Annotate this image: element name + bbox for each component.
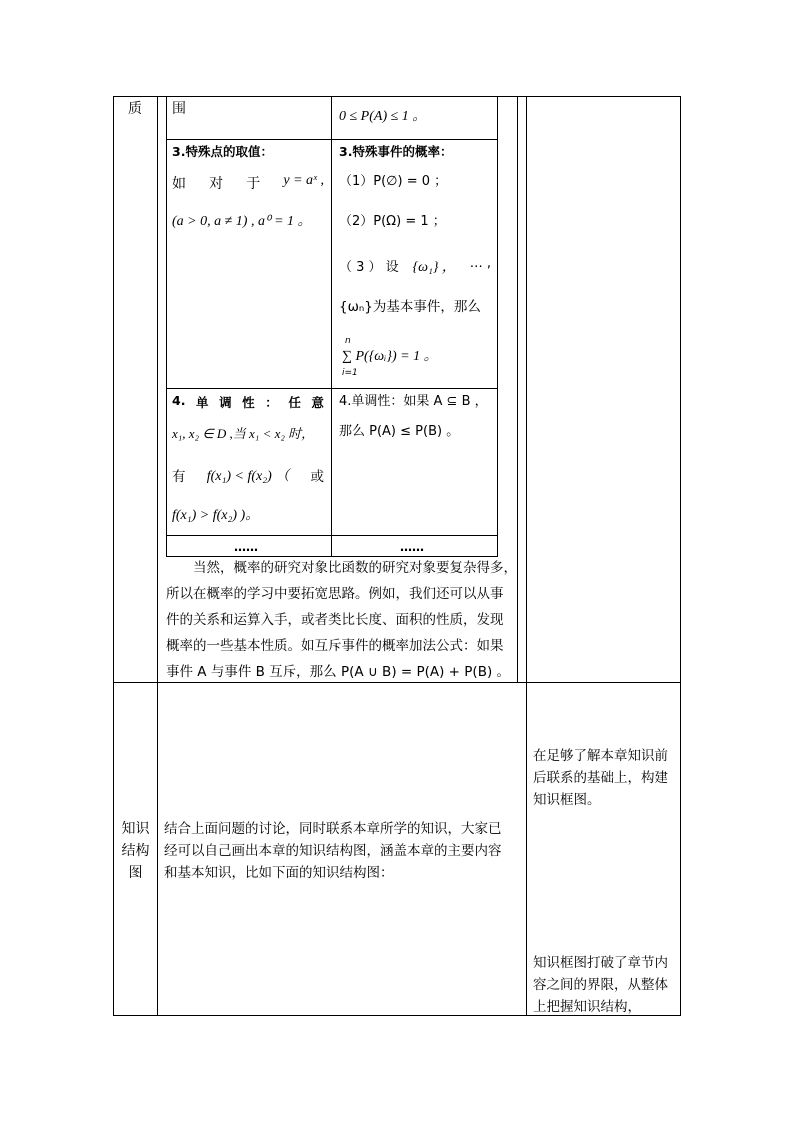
word-yu: 于 [246, 176, 261, 192]
label-line: 结构 [121, 843, 150, 859]
row-label-knowledge-structure [114, 818, 157, 884]
exp-function-formula: y = aˣ , [283, 173, 324, 188]
sum-upper-limit: n [345, 336, 351, 346]
special-event-item3 [339, 256, 491, 276]
mono-colon: ： [265, 395, 278, 410]
item3-set-omega1: {ω₁} ， [412, 260, 456, 275]
inner-r3-right-ellipsis: …… [400, 540, 424, 554]
outer-col-divider-2 [526, 96, 527, 1016]
special-point-line2: (a > 0, a ≠ 1) , a⁰ = 1 。 [172, 214, 312, 229]
paragraph-line: 所以在概率的学习中要拓宽思路。例如，我们还可以从事 [166, 586, 504, 602]
note-line: 后联系的基础上，构建 [533, 770, 668, 786]
knowledge-structure-text [164, 818, 524, 884]
note-line: 知识框图打破了章节内 [533, 955, 668, 971]
prob-monotonicity-line2: 那么 P(A) ≤ P(B) 。 [339, 424, 460, 439]
note-line: 知识框图。 [533, 792, 601, 808]
probability-paragraph [166, 555, 521, 685]
text-line: 经可以自己画出本章的知识结构图，涵盖本章的主要内容 [164, 843, 502, 859]
mono-char-1: 单 [196, 395, 209, 410]
label-line: 知识 [121, 821, 150, 837]
text-line: 和基本知识，比如下面的知识结构图： [164, 865, 394, 881]
row-label-property: 质 [128, 101, 142, 117]
inner-r0-right-formula: 0 ≤ P(A) ≤ 1 。 [339, 109, 427, 124]
inner-hline-3 [166, 535, 498, 536]
label-line: 图 [128, 865, 143, 881]
outer-right-border [680, 96, 681, 1016]
inner-hline-2 [166, 388, 498, 389]
inner-r0-left: 围 [172, 101, 186, 117]
paragraph-line: 当然，概率的研究对象比函数的研究对象要复杂得多， [193, 560, 517, 576]
text-line: 结合上面问题的讨论，同时联系本章所学的知识，大家已 [164, 821, 502, 837]
paragraph-line: 概率的一些基本性质。如互斥事件的概率加法公式：如果 [166, 638, 504, 654]
special-event-item2: （2）P(Ω) = 1 ； [339, 214, 446, 229]
monotonicity-inequality [172, 465, 324, 485]
item3-ellipsis: … , [469, 256, 491, 271]
mono-num: 4. [172, 393, 186, 408]
inner-mid-divider [331, 96, 332, 557]
word-dui: 对 [209, 176, 224, 192]
special-event-item1: （1）P(∅) = 0 ； [339, 174, 448, 189]
special-event-item3-cont: {ωₙ}为基本事件，那么 [339, 299, 481, 315]
word-you: 有 [172, 469, 186, 485]
inner-right-border [497, 96, 498, 557]
design-note-1 [533, 745, 679, 811]
paragraph-line: 件的关系和运算入手，或者类比长度、面积的性质，发现 [166, 612, 504, 628]
mono-char-4: 任 [288, 395, 301, 410]
inner-left-border [166, 96, 167, 557]
monotonicity-condition: x₁, x₂ ∈ D ,当 x₁ < x₂ 时， [172, 426, 315, 441]
item3-label: （ 3 ） 设 [339, 260, 399, 275]
mono-char-3: 性 [242, 395, 255, 410]
word-ru: 如 [172, 176, 186, 192]
prob-monotonicity-line1: 4.单调性：如果 A ⊆ B ， [339, 394, 488, 409]
monotonicity-title [172, 393, 324, 411]
mono-char-5: 意 [311, 395, 324, 410]
word-or: 或 [310, 469, 324, 485]
sum-formula: ∑ P({ωᵢ}) = 1 。 [342, 349, 438, 364]
special-point-title: 3.特殊点的取值： [172, 144, 273, 159]
inner-r3-left-ellipsis: …… [234, 540, 258, 554]
special-event-title: 3.特殊事件的概率： [339, 144, 453, 159]
sum-lower-limit: i=1 [342, 368, 358, 378]
increasing-inequality: f(x₁) < f(x₂) （ [206, 469, 290, 484]
note-line: 在足够了解本章知识前 [533, 748, 668, 764]
mono-char-2: 调 [219, 395, 232, 410]
inner-hline-1 [166, 139, 498, 140]
note-line: 容之间的界限，从整体 [533, 977, 668, 993]
design-note-2 [533, 952, 679, 1018]
special-point-line1 [172, 173, 324, 193]
paragraph-line: 事件 A 与事件 B 互斥，那么 P(A ∪ B) = P(A) + P(B) 。 [166, 664, 511, 680]
decreasing-inequality: f(x₁) > f(x₂) )。 [172, 508, 260, 523]
inner-top-border [166, 96, 498, 97]
outer-col-divider-1 [157, 96, 158, 1016]
note-line: 上把握知识结构， [533, 999, 641, 1015]
